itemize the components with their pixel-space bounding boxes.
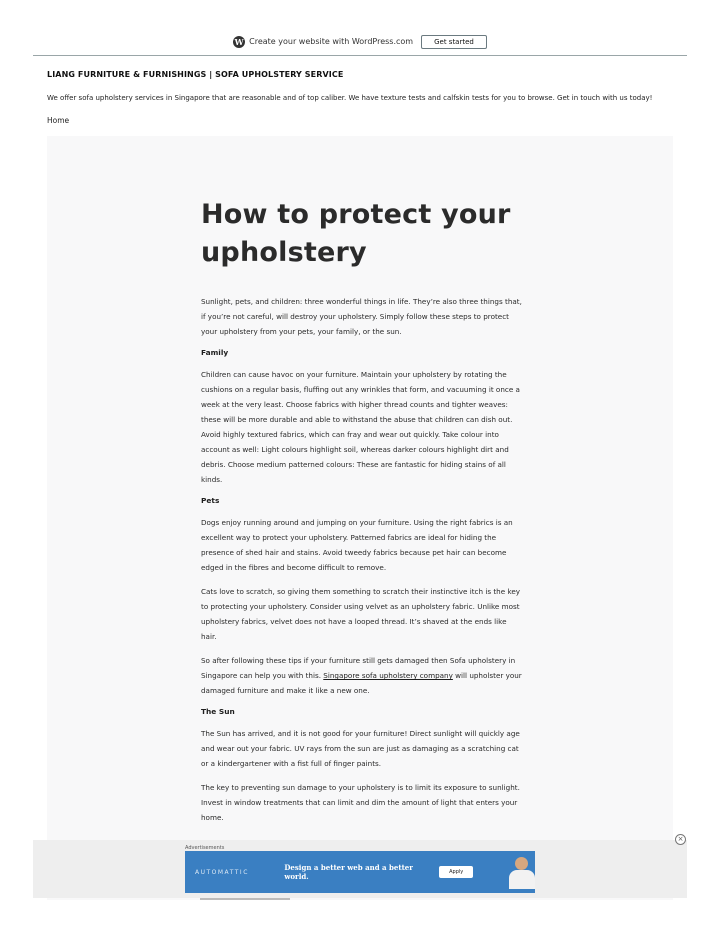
sofa-upholstery-link[interactable]: Singapore sofa upholstery company	[323, 671, 453, 680]
get-started-button[interactable]: Get started	[421, 35, 487, 49]
wordpress-banner-text[interactable]: Create your website with WordPress.com	[249, 37, 414, 46]
ad-label: Advertisements	[185, 845, 225, 851]
closing-paragraph	[201, 653, 523, 698]
wordpress-logo-icon: W	[234, 36, 244, 47]
site-title[interactable]: LIANG FURNITURE & FURNISHINGS | SOFA UPHOLSTERY SERVICE	[47, 70, 344, 79]
ad-apply-button[interactable]: Apply	[439, 866, 473, 878]
article	[201, 196, 523, 834]
sun-paragraph-1: The Sun has arrived, and it is not good for your furniture! Direct sunlight will quickly age and wear out your fabric. UV rays from the sun are just as damaging as a scratching cat or a kindergartener with a fist full of finger paints.	[201, 729, 520, 768]
closing-text-after: will upholster your damaged furniture and make it like a new one.	[201, 671, 522, 695]
pets-heading: Pets	[201, 496, 220, 505]
ad-headline: Design a better web and a better world.	[284, 863, 413, 881]
pets-paragraph-1: Dogs enjoy running around and jumping on your furniture. Using the right fabrics is an excellent way to protect your upholstery. Patterned fabrics are ideal for hiding the presence of shed hair and stains. Avoid tweedy fabrics because pet hair can become edged in the fibres and become difficult to remove.	[201, 518, 513, 572]
nav-home-link[interactable]: Home	[47, 116, 70, 125]
sun-heading: The Sun	[201, 707, 235, 716]
post-title: How to protect your upholstery	[201, 199, 511, 268]
ad-banner[interactable]	[185, 851, 535, 893]
wordpress-banner	[33, 28, 687, 56]
ad-divider	[200, 898, 290, 900]
ad-close-icon[interactable]: ×	[675, 834, 686, 845]
pets-paragraph-2: Cats love to scratch, so giving them something to scratch their instinctive itch is the key to protecting your upholstery. Consider using velvet as an upholstery fabric. Unlike most upholstery fabrics, velvet does not have a looped thread. It’s shaved at the ends like hair.	[201, 587, 521, 641]
site-description: We offer sofa upholstery services in Singapore that are reasonable and of top caliber. We have texture tests and calfskin tests for you to browse. Get in touch with us today!	[47, 94, 653, 102]
ad-brand: AUTOMATTIC	[195, 868, 249, 876]
closing-text-before: So after following these tips if your furniture still gets damaged then Sofa upholstery in Singapore can help you with this.	[201, 656, 516, 680]
intro-paragraph: Sunlight, pets, and children: three wonderful things in life. They’re also three things that, if you’re not careful, will destroy your upholstery. Simply follow these steps to protect your upholstery from your pets, your family, or the sun.	[201, 297, 522, 336]
sun-paragraph-2: The key to preventing sun damage to your upholstery is to limit its exposure to sunlight. Invest in window treatments that can limit and dim the amount of light that enters your home.	[201, 783, 520, 822]
ad-person-image	[507, 855, 535, 889]
family-paragraph: Children can cause havoc on your furniture. Maintain your upholstery by rotating the cushions on a regular basis, fluffing out any wrinkles that form, and vacuuming it once a week at the very least. Choose fabrics with higher thread counts and tighter weaves: these will be more durable and able to withstand the abuse that children can dish out. Avoid highly textured fabrics, which can fray and wear out quickly. Take colour into account as well: Light colours highlight soil, whereas darker colours highlight dirt and debris. Choose medium patterned colours: These are fantastic for hiding stains of all kinds.	[201, 370, 520, 484]
family-heading: Family	[201, 348, 229, 357]
